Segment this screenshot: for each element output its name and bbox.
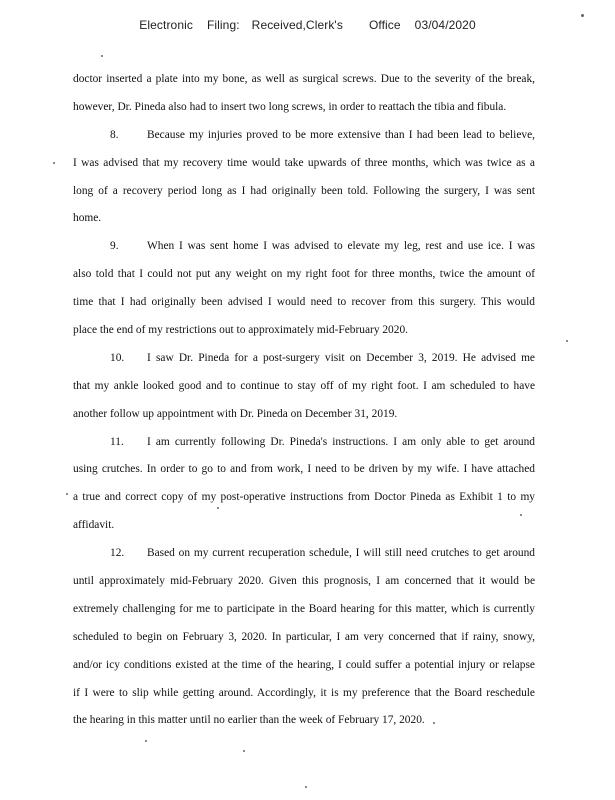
text-span: I saw Dr. Pineda for a post-surgery visit on December 3, 2019. He advised me — [147, 351, 535, 364]
scan-speck — [101, 55, 103, 57]
paragraph-first-line — [73, 122, 535, 150]
text-line: using crutches. In order to go to and from work, I need to be driven by my wife. I have attached — [73, 463, 535, 476]
scan-speck — [305, 786, 307, 788]
paragraph-number: 9. — [110, 240, 119, 253]
header-date: 03/04/2020 — [414, 18, 476, 32]
text-line: doctor inserted a plate into my bone, as well as surgical screws. Due to the severity of the break, — [73, 73, 535, 85]
paragraph-first-line — [73, 345, 535, 373]
text-line: and/or icy conditions existed at the time of the hearing, I could suffer a potential injury or relapse — [73, 658, 535, 671]
header-received: Received,Clerk's — [251, 18, 343, 32]
text-line: extremely challenging for me to participate in the Board hearing for this matter, which is currently — [73, 602, 535, 615]
header-filing: Filing: — [206, 18, 240, 32]
paragraph-first-line — [73, 540, 535, 568]
scan-speck — [520, 514, 522, 516]
text-span: I am currently following Dr. Pineda's instructions. I am only able to get around — [147, 435, 535, 448]
text-line: until approximately mid-February 2020. Given this prognosis, I am concerned that it would be — [73, 575, 535, 588]
text-line: however, Dr. Pineda also had to insert two long screws, in order to reattach the tibia and fibula. — [73, 100, 507, 113]
paragraph-number: 11. — [110, 435, 124, 448]
text-line: home. — [73, 212, 102, 225]
scan-speck — [243, 750, 245, 752]
scan-speck — [217, 507, 219, 509]
text-span: When I was sent home I was advised to elevate my leg, rest and use ice. I was — [147, 240, 535, 253]
text-span: Because my injuries proved to be more extensive than I had been lead to believe, — [147, 128, 535, 141]
text-line: I was advised that my recovery time would take upwards of three months, which was twice as a — [73, 156, 535, 169]
paragraph-number: 8. — [110, 128, 119, 141]
text-line: the hearing in this matter until no earlier than the week of February 17, 2020. — [73, 714, 425, 727]
scan-speck — [66, 493, 68, 495]
paragraph-first-line — [73, 429, 535, 457]
text-line: affidavit. — [73, 519, 115, 532]
text-line: also told that I could not put any weight on my right foot for three months, twice the amount of — [73, 268, 535, 281]
text-line: time that I had originally been advised I would need to recover from this surgery. This would — [73, 296, 535, 309]
text-line: place the end of my restrictions out to approximately mid-February 2020. — [73, 324, 408, 337]
text-span: Based on my current recuperation schedule, I will still need crutches to get around — [147, 547, 535, 560]
text-line: long of a recovery period long as I had originally been told. Following the surgery, I was sent — [73, 184, 535, 197]
text-line: if I were to slip while getting around. Accordingly, it is my preference that the Board reschedule — [73, 686, 535, 699]
header-electronic: Electronic — [139, 18, 193, 32]
scan-speck — [433, 722, 435, 724]
filing-header — [0, 18, 615, 32]
scan-speck — [581, 14, 584, 17]
text-line: a true and correct copy of my post-operative instructions from Doctor Pineda as Exhibit 1 to my — [73, 491, 535, 504]
text-line: that my ankle looked good and to continue to stay off of my right foot. I am scheduled to have — [73, 379, 535, 392]
header-office: Office — [368, 18, 401, 32]
document-body — [73, 66, 535, 735]
text-line: another follow up appointment with Dr. Pineda on December 31, 2019. — [73, 407, 398, 420]
scan-speck — [566, 340, 568, 342]
paragraph-number: 10. — [110, 351, 125, 364]
scan-speck — [145, 740, 147, 742]
text-line: scheduled to begin on February 3, 2020. In particular, I am very concerned that if rainy, snowy, — [73, 630, 535, 643]
paragraph-first-line — [73, 233, 535, 261]
scan-speck — [53, 162, 55, 164]
paragraph-number: 12. — [110, 547, 125, 560]
